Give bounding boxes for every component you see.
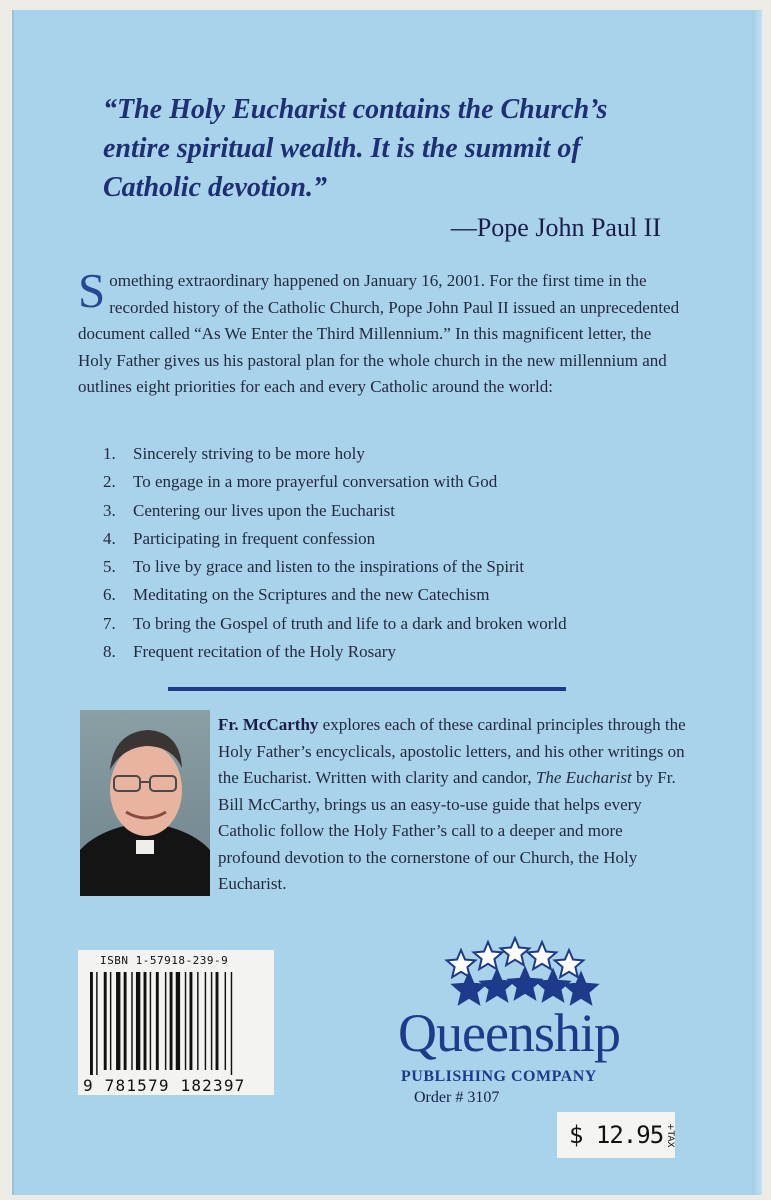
- list-text: To live by grace and listen to the inspirations of the Spirit: [133, 557, 525, 577]
- list-number: 2.: [103, 472, 116, 492]
- bio-text-2: by Fr. Bill McCarthy, brings us an easy-to-use guide that helps every Catholic follow the Holy Father’s call to a deeper and more profound devotion to the cornerstone of our Church, the Holy Eucharist.: [218, 768, 676, 893]
- list-item: [103, 553, 683, 581]
- list-number: 3.: [103, 500, 116, 520]
- list-text: To bring the Gospel of truth and life to a dark and broken world: [133, 613, 567, 633]
- section-divider: [168, 687, 566, 691]
- author-name: Fr. McCarthy: [218, 715, 319, 734]
- list-text: Meditating on the Scriptures and the new Catechism: [133, 585, 490, 605]
- price-tax-suffix: +TAX: [665, 1122, 676, 1148]
- priorities-list: [103, 440, 683, 666]
- pull-quote: “The Holy Eucharist contains the Church’s entire spiritual wealth. It is the summit of Catholic devotion.”: [103, 94, 608, 203]
- list-item: [103, 468, 683, 496]
- list-item: [103, 525, 683, 553]
- cover-edge: [752, 10, 762, 1195]
- isbn-text: ISBN 1-57918-239-9: [100, 954, 229, 967]
- publisher-subtitle: PUBLISHING COMPANY: [401, 1068, 597, 1085]
- list-text: Frequent recitation of the Holy Rosary: [133, 642, 396, 662]
- book-title: The Eucharist: [535, 768, 632, 787]
- price-text: $ 12.95: [569, 1121, 664, 1149]
- bio-text-1: explores each of these cardinal principles through the Holy Father’s encyclicals, apostolic letters, and his other writings on the Eucharist. Written with clarity and candor,: [218, 715, 686, 787]
- order-number: Order # 3107: [414, 1089, 500, 1106]
- intro-paragraph: [78, 263, 683, 401]
- quote-attribution: —Pope John Paul II: [450, 213, 661, 242]
- list-number: 4.: [103, 528, 116, 548]
- list-item: [103, 610, 683, 638]
- barcode-digits: 9 781579 182397: [83, 1076, 246, 1095]
- drop-cap: S: [78, 263, 106, 318]
- barcode-icon: [88, 972, 264, 1075]
- list-number: 7.: [103, 613, 116, 633]
- barcode-area: [78, 950, 274, 1095]
- price-sticker: [557, 1112, 675, 1158]
- list-text: Centering our lives upon the Eucharist: [133, 500, 396, 520]
- list-item: [103, 638, 683, 666]
- list-number: 6.: [103, 585, 116, 605]
- list-item: [103, 497, 683, 525]
- intro-text: omething extraordinary happened on January 16, 2001. For the first time in the recorded history of the Catholic Church, Pope John Paul II issued an unprecedented document called “As We Enter the Third Millennium.” In this magnificent letter, the Holy Father gives us his pastoral plan for the whole church in the new millennium and outlines eight priorities for each and every Catholic around the world:: [78, 271, 680, 396]
- author-photo: [80, 710, 210, 896]
- list-number: 8.: [103, 642, 116, 662]
- list-item: [103, 581, 683, 609]
- list-number: 5.: [103, 557, 116, 577]
- list-text: To engage in a more prayerful conversation with God: [133, 472, 498, 492]
- list-number: 1.: [103, 444, 116, 463]
- list-text: Participating in frequent confession: [133, 528, 376, 548]
- list-text: Sincerely striving to be more holy: [133, 444, 365, 463]
- publisher-logo: Queenship: [398, 1003, 620, 1063]
- list-item: [103, 440, 683, 468]
